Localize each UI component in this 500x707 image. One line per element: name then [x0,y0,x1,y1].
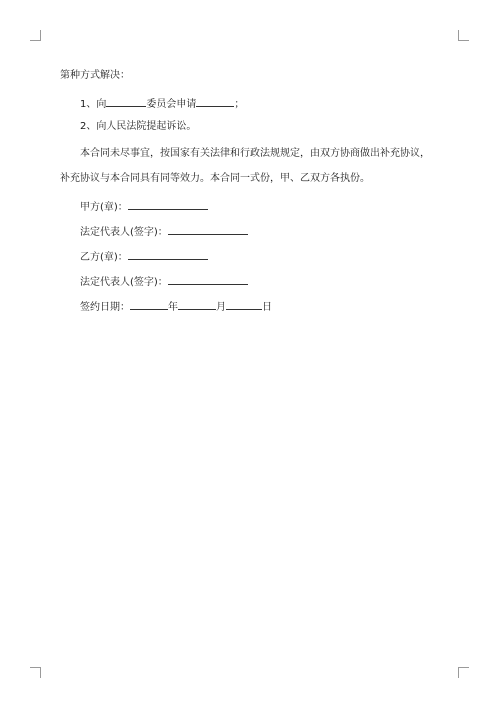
crop-mark-bottom-left [30,667,41,678]
party-a-rep-label: 法定代表人(签字)： [80,227,168,238]
party-b-rep-line [80,273,248,290]
party-a-seal-line [80,198,208,215]
party-b-seal-line [80,248,208,265]
party-a-label: 甲方(章)： [80,202,128,213]
party-b-rep-blank [168,273,248,285]
crop-mark-top-right [458,30,469,41]
option-2-line: 2、向人民法院提起诉讼。 [80,121,197,132]
day-blank [226,298,262,310]
party-b-blank [128,248,208,260]
option-1-middle: 委员会申请 [146,99,197,110]
option-1-line [80,95,244,112]
crop-mark-top-left [30,30,41,41]
month-blank [178,298,216,310]
resolution-methods-heading: 第种方式解决： [60,70,130,81]
month-label: 月 [216,302,226,313]
year-blank [130,298,168,310]
signing-date-line [80,298,272,315]
application-blank [196,95,234,107]
crop-mark-bottom-right [458,667,469,678]
signing-date-label: 签约日期： [80,302,130,313]
supplement-paragraph-line-2: 补充协议与本合同具有同等效力。本合同一式份，甲、乙双方各执份。 [60,173,370,184]
party-a-blank [128,198,208,210]
committee-name-blank [106,95,146,107]
supplement-paragraph-line-1: 本合同未尽事宜，按国家有关法律和行政法规规定，由双方协商做出补充协议， [80,148,430,159]
year-label: 年 [168,302,178,313]
party-b-rep-label: 法定代表人(签字)： [80,277,168,288]
option-1-prefix: 1、向 [80,99,107,110]
party-a-rep-line [80,223,248,240]
party-b-label: 乙方(章)： [80,252,128,263]
option-1-end: ； [234,99,245,110]
party-a-rep-blank [168,223,248,235]
day-label: 日 [262,302,272,313]
